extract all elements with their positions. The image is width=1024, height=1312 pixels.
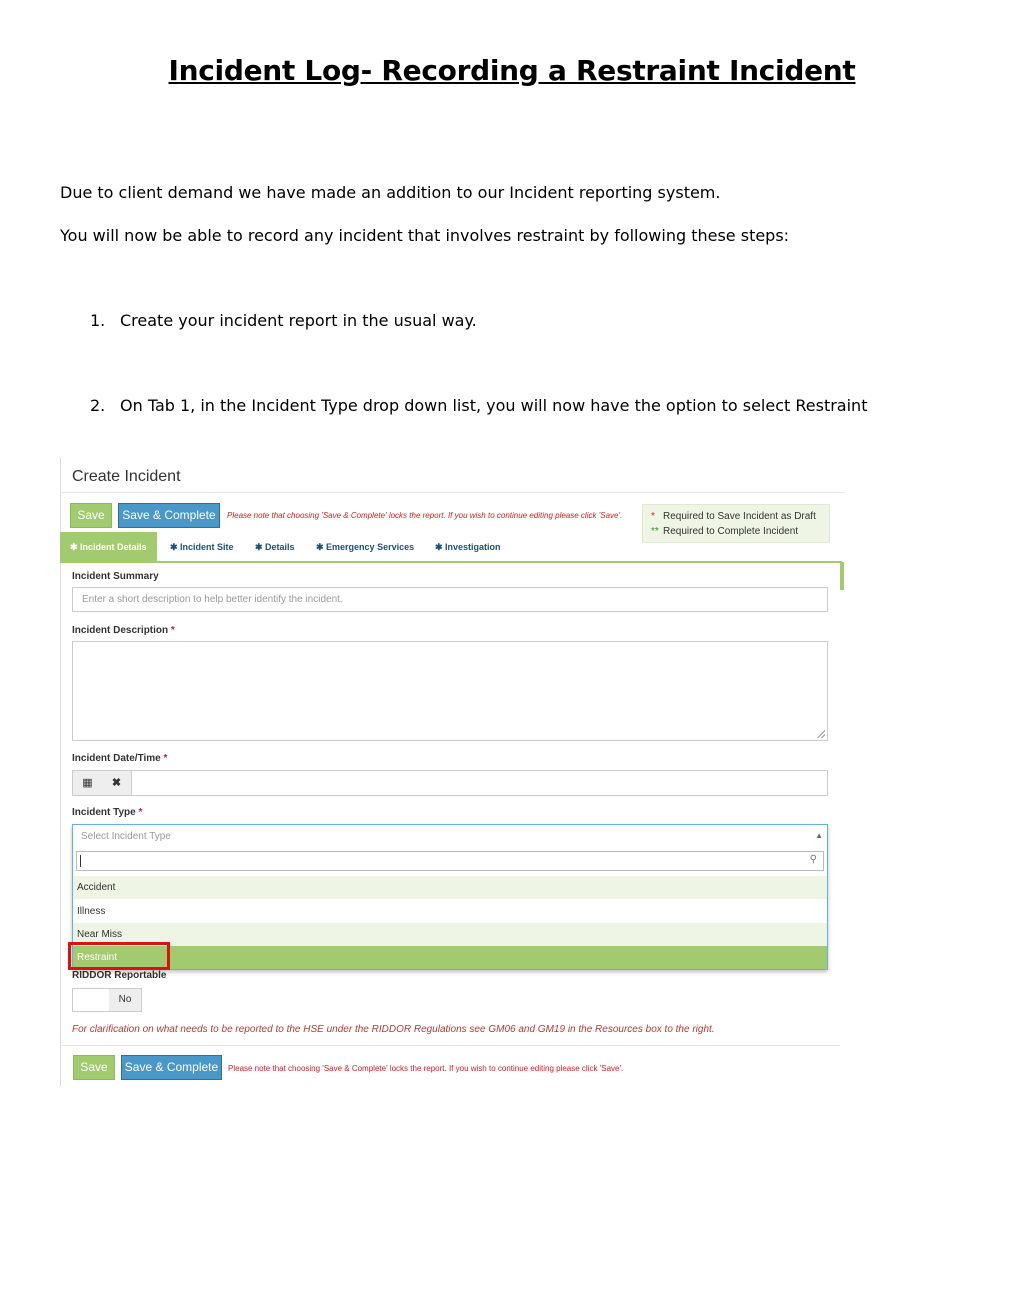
required-marker: * xyxy=(163,753,168,764)
tab-investigation[interactable]: ✱ Investigation xyxy=(435,542,501,552)
intro-paragraph-2: You will now be able to record any incident that involves restraint by following these steps: xyxy=(60,226,790,245)
toggle-knob[interactable] xyxy=(73,989,110,1011)
panel-accent-bar xyxy=(840,562,844,590)
save-complete-button-bottom[interactable]: Save & Complete xyxy=(121,1055,222,1080)
complete-text: Required to Complete Incident xyxy=(663,526,799,537)
label-text: Incident Description xyxy=(72,625,169,636)
divider xyxy=(60,1045,840,1046)
incident-type-search-input[interactable] xyxy=(76,851,824,871)
save-note-top: Please note that choosing 'Save & Complete' locks the report. If you wish to continue editing please click 'Save'. xyxy=(227,511,623,520)
riddor-toggle-value: No xyxy=(109,989,141,1011)
step-text: Create your incident report in the usual way. xyxy=(120,311,477,330)
incident-datetime-input[interactable] xyxy=(72,770,828,796)
incident-description-label xyxy=(72,625,175,636)
option-illness[interactable]: Illness xyxy=(77,906,106,917)
form-tabs xyxy=(60,532,842,562)
incident-type-placeholder: Select Incident Type xyxy=(81,831,171,842)
riddor-toggle[interactable] xyxy=(72,988,142,1012)
save-button[interactable]: Save xyxy=(70,503,112,528)
option-near-miss[interactable]: Near Miss xyxy=(73,923,827,946)
label-text: Incident Date/Time xyxy=(72,753,161,764)
tab-details[interactable]: ✱ Details xyxy=(255,542,295,552)
create-incident-screenshot xyxy=(60,458,845,1086)
document-title: Incident Log- Recording a Restraint Incident xyxy=(168,54,856,87)
required-marker: * xyxy=(170,625,175,636)
clear-icon[interactable]: ✖ xyxy=(102,771,132,795)
save-complete-button[interactable]: Save & Complete xyxy=(118,503,220,528)
draft-text: Required to Save Incident as Draft xyxy=(663,511,816,522)
step-number: 1. xyxy=(90,311,106,330)
step-number: 2. xyxy=(90,396,106,415)
riddor-clarification: For clarification on what needs to be reported to the HSE under the RIDDOR Regulations see GM06 and GM19 in the Resources box to the right. xyxy=(72,1024,715,1035)
incident-description-textarea[interactable] xyxy=(72,641,828,741)
step-text: On Tab 1, in the Incident Type drop down list, you will now have the option to select Restraint xyxy=(120,396,868,415)
incident-type-dropdown[interactable] xyxy=(72,824,828,970)
tabs-underline xyxy=(60,561,842,563)
caret-up-icon[interactable]: ▲ xyxy=(815,831,823,840)
tab-emergency-services[interactable]: ✱ Emergency Services xyxy=(316,542,415,552)
option-accident[interactable]: Accident xyxy=(73,876,827,899)
riddor-label: RIDDOR Reportable xyxy=(72,970,167,981)
tab-incident-details[interactable]: ✱ Incident Details xyxy=(60,532,157,562)
step-1 xyxy=(90,311,477,330)
search-icon: ⚲ xyxy=(809,854,817,865)
resize-handle-icon[interactable] xyxy=(817,730,825,738)
text-cursor xyxy=(80,855,81,867)
incident-summary-label: Incident Summary xyxy=(72,571,159,582)
draft-marker: * xyxy=(651,511,655,522)
divider xyxy=(60,492,845,493)
tab-incident-site[interactable]: ✱ Incident Site xyxy=(170,542,234,552)
incident-datetime-label xyxy=(72,753,167,764)
complete-marker: ** xyxy=(651,526,659,537)
label-text: Incident Type xyxy=(72,807,136,818)
step-2 xyxy=(90,396,867,415)
calendar-icon[interactable]: ▦ xyxy=(73,771,103,795)
incident-type-label xyxy=(72,807,142,818)
restraint-highlight-box xyxy=(68,942,170,970)
option-restraint[interactable]: Restraint xyxy=(73,946,827,969)
legend-draft xyxy=(651,511,816,522)
intro-paragraph-1: Due to client demand we have made an addition to our Incident reporting system. xyxy=(60,183,721,202)
panel-title: Create Incident xyxy=(72,468,181,485)
incident-summary-input[interactable]: Enter a short description to help better identify the incident. xyxy=(72,587,828,612)
required-marker: * xyxy=(138,807,143,818)
save-note-bottom: Please note that choosing 'Save & Complete' locks the report. If you wish to continue editing please click 'Save'. xyxy=(228,1064,624,1073)
save-button-bottom[interactable]: Save xyxy=(73,1055,115,1080)
